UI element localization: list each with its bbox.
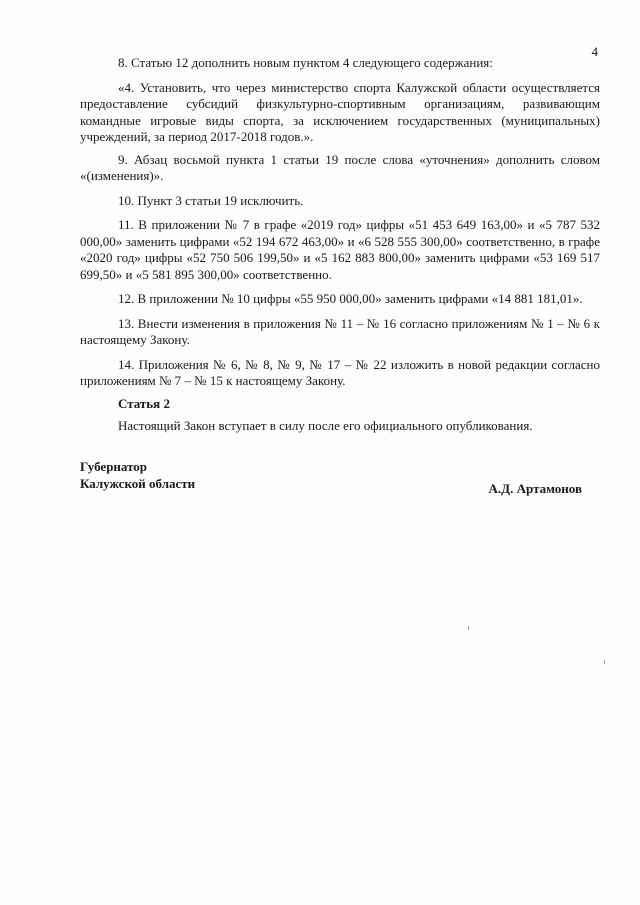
paragraph-item-12: 12. В приложении № 10 цифры «55 950 000,00» заменить цифрами «14 881 181,01». <box>118 291 583 306</box>
signature-title-line1: Губернатор <box>80 459 148 474</box>
article-text: Настоящий Закон вступает в силу после его официального опубликования. <box>118 418 533 433</box>
signature-title-line2: Калужской области <box>80 476 196 491</box>
paragraph-item-8: 8. Статью 12 дополнить новым пунктом 4 следующего содержания: <box>118 55 493 70</box>
document-body <box>80 55 600 443</box>
signature-block <box>80 458 600 496</box>
paragraph-item-14: 14. Приложения № 6, № 8, № 9, № 17 – № 22 изложить в новой редакции согласно приложениям № 7 – № 15 к настоящему Закону. <box>80 356 600 388</box>
article-heading: Статья 2 <box>118 395 170 411</box>
paragraph-quoted-point-4: «4. Установить, что через министерство спорта Калужской области осуществляется предоставление субсидий физкультурно-спортивным организациям, развивающим командные игровые виды спорта, за исключением государственных (муниципальных) учреждений, за период 2017-2018 годов.». <box>80 79 600 144</box>
signature-name: А.Д. Артамонов <box>488 481 582 496</box>
scan-speck <box>468 626 469 630</box>
paragraph-item-9: 9. Абзац восьмой пункта 1 статьи 19 после слова «уточнения» дополнить словом «(изменения)». <box>80 151 600 183</box>
paragraph-item-11: 11. В приложении № 7 в графе «2019 год» цифры «51 453 649 163,00» и «5 787 532 000,00» заменить цифрами «52 194 672 463,00» и «6 528 555 300,00» соответственно, в графе «2020 год» цифры «52 750 506 199,50» и «5 162 883 800,00» заменить цифрами «53 169 517 699,50» и «5 581 895 300,00» соответственно. <box>80 217 600 282</box>
scan-speck <box>604 660 605 664</box>
paragraph-item-13: 13. Внести изменения в приложения № 11 – № 16 согласно приложениям № 1 – № 6 к настоящему Закону. <box>80 315 600 347</box>
page-number: 4 <box>591 44 598 59</box>
paragraph-item-10: 10. Пункт 3 статьи 19 исключить. <box>118 192 304 208</box>
